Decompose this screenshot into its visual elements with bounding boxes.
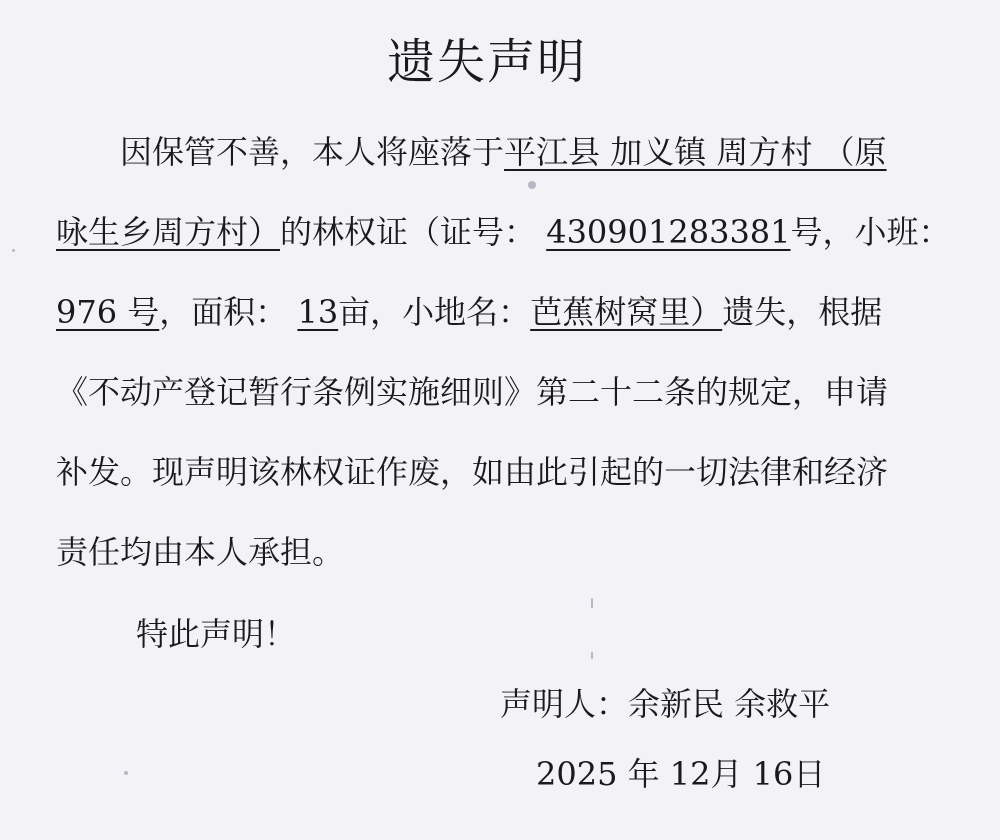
- body-line-4: 《不动产登记暂行条例实施细则》第二十二条的规定，申请: [56, 373, 889, 411]
- certificate-number: 430901283381: [546, 213, 791, 251]
- body-line-3: [56, 292, 882, 332]
- paper-speck: [591, 598, 593, 608]
- compartment-number: 976 号: [56, 293, 160, 331]
- paper-speck: [528, 181, 536, 189]
- line1-prefix: 因保管不善，本人将座落于: [120, 133, 505, 171]
- line3-text2: 亩，小地名：: [338, 293, 531, 331]
- date-line: 2025 年 12月 16日: [536, 755, 826, 793]
- area-value: 13: [297, 293, 339, 331]
- document-title: 遗失声明: [386, 34, 587, 90]
- paper-speck: [12, 249, 15, 252]
- closing-statement: 特此声明！: [136, 615, 297, 653]
- body-line-5: 补发。现声明该林权证作废，如由此引起的一切法律和经济: [56, 453, 889, 491]
- line2-text2: 号，小班：: [790, 213, 951, 251]
- body-line-6: 责任均由本人承担。: [56, 533, 345, 571]
- location-part2: 咏生乡周方村）: [56, 213, 281, 251]
- paper-speck: [591, 652, 593, 659]
- body-line-2: [56, 212, 951, 252]
- body-line-1: [120, 132, 887, 172]
- location-part1: 平江县 加义镇 周方村 （原: [504, 133, 887, 171]
- signer-line: 声明人：余新民 余救平: [500, 685, 831, 723]
- line2-text1: 的林权证（证号：: [280, 213, 547, 251]
- line3-text1: ，面积：: [159, 293, 298, 331]
- paper-speck: [124, 771, 128, 775]
- line3-text3: 遗失，根据: [722, 293, 883, 331]
- place-name: 芭蕉树窝里）: [530, 293, 723, 331]
